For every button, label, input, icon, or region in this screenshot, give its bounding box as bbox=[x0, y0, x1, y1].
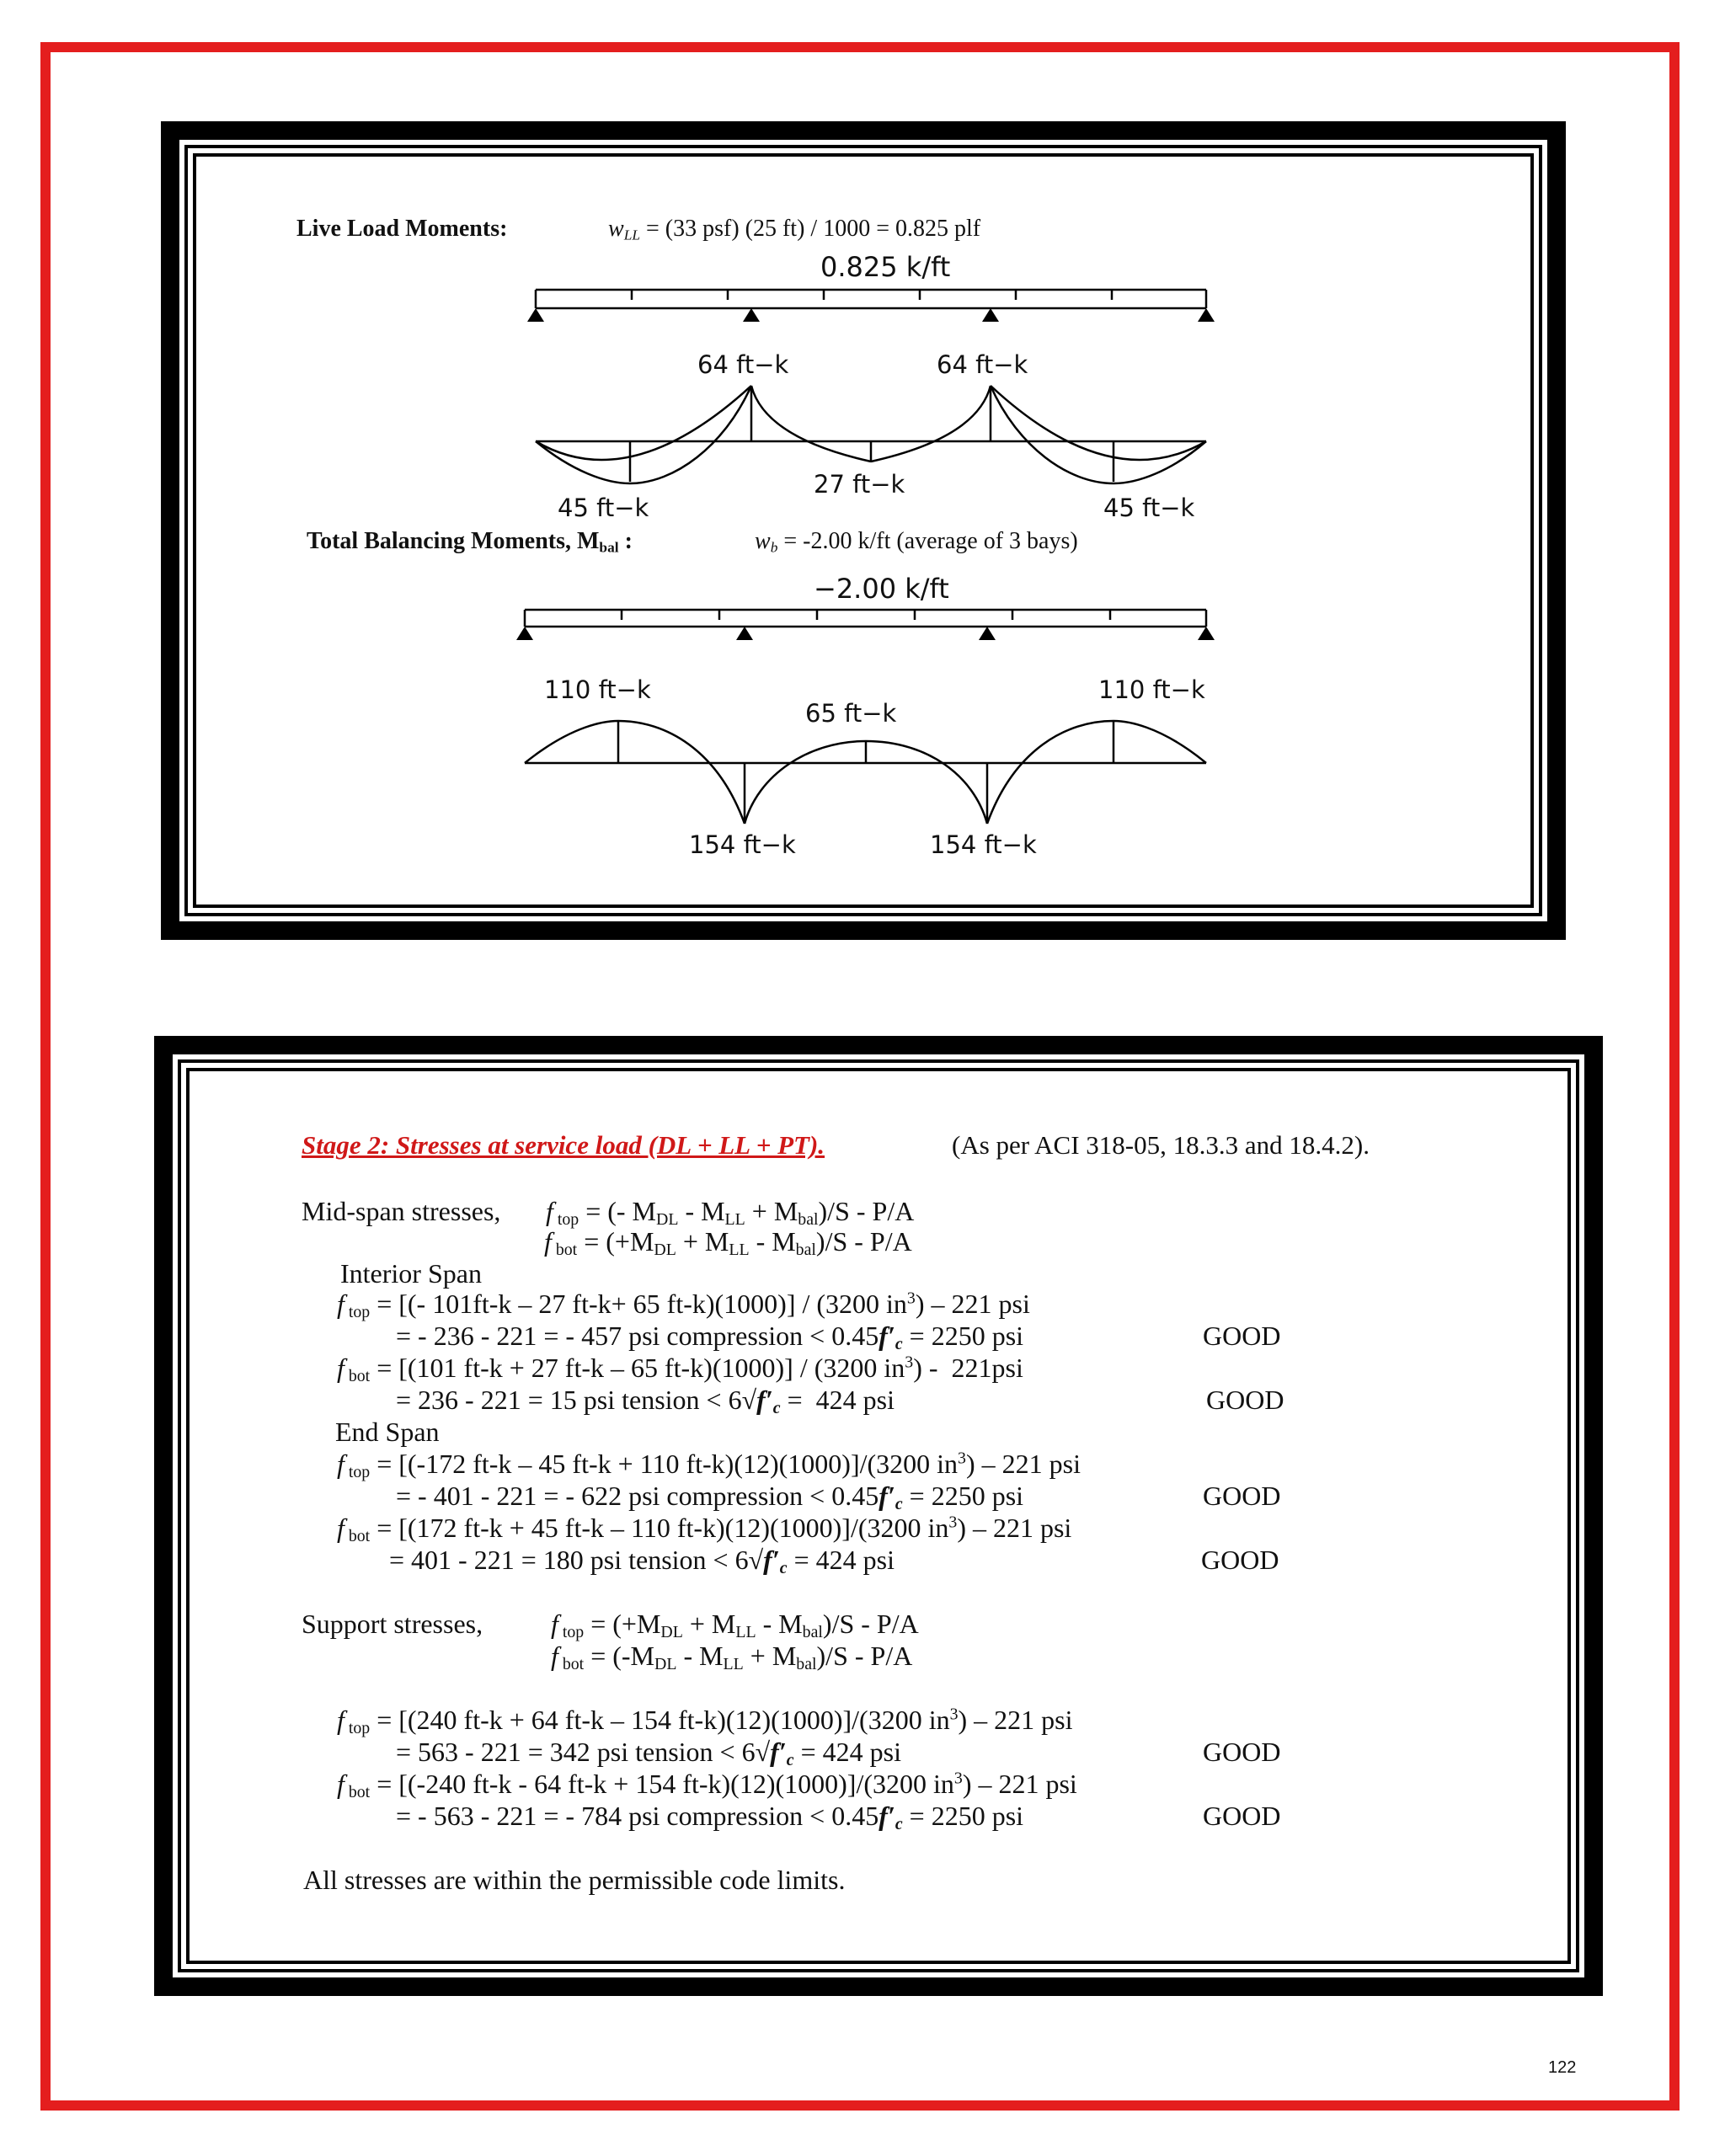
ll-moment-support-2: 64 ft−k bbox=[937, 350, 1028, 379]
sup-fbot-line2: = - 563 - 221 = - 784 psi compression < $0.45f'_c = 2250$ psi bbox=[396, 1801, 1024, 1833]
bal-moment-support-1: 154 ft−k bbox=[689, 830, 796, 859]
good-4: GOOD bbox=[1201, 1545, 1279, 1575]
int-ftop-line2: = - 236 - 221 = - 457 psi compression < $0.45f'_c = 2250$ psi bbox=[396, 1321, 1024, 1353]
midspan-ftop: f $_{top}$ = (- $M_{DL} - M_{LL} + M_{bal})/S - P/A$ bbox=[546, 1196, 915, 1229]
stage2-reference: (As per ACI 318-05, 18.3.3 and 18.4.2). bbox=[952, 1130, 1370, 1160]
ll-moment-mid: 27 ft−k bbox=[814, 470, 905, 499]
end-span-heading: End Span bbox=[335, 1417, 440, 1447]
ll-moment-support-1: 64 ft−k bbox=[697, 350, 789, 379]
good-3: GOOD bbox=[1203, 1481, 1281, 1511]
bal-supports bbox=[516, 627, 1215, 640]
support-label: Support stresses, bbox=[302, 1609, 483, 1639]
good-1: GOOD bbox=[1203, 1321, 1281, 1351]
live-load-label: Live Load Moments: bbox=[296, 216, 508, 242]
end-ftop-line2: = - 401 - 221 = - 622 psi compression < $0.45f'_c = 2250$ psi bbox=[396, 1481, 1024, 1513]
live-load-value: 0.825 k/ft bbox=[820, 251, 951, 283]
int-fbot-line1: f $_{bot}$ = [(101 ft-k + 27 ft-k – 65 ft-k)(1000)] / (3200 $in^3) - 221psi$ bbox=[337, 1353, 1023, 1385]
stage2-heading: Stage 2: Stresses at service load (DL + LL + PT). bbox=[302, 1130, 825, 1160]
support-fbot: f $_{bot} = (-M_{DL} - M_{LL} + M_{bal})/S - P/A$ bbox=[551, 1641, 913, 1673]
good-5: GOOD bbox=[1203, 1737, 1281, 1767]
int-fbot-line2: = 236 - 221 = 15 psi tension < $6√f'_c = 424$ psi bbox=[396, 1385, 895, 1417]
conclusion: All stresses are within the permissible code limits. bbox=[303, 1865, 846, 1895]
bal-moment-mid: 65 ft−k bbox=[805, 699, 897, 728]
midspan-fbot: f $_{bot} = (+M_{DL} + M_{LL} - M_{bal})/S - P/A$ bbox=[544, 1226, 912, 1259]
ll-moment-end-right: 45 ft−k bbox=[1103, 494, 1195, 522]
good-6: GOOD bbox=[1203, 1801, 1281, 1831]
interior-span-heading: Interior Span bbox=[340, 1258, 482, 1289]
balancing-formula: $w_b = -2.00$ k/ft (average of 3 bays) bbox=[755, 528, 1078, 556]
midspan-label: Mid-span stresses, bbox=[302, 1196, 501, 1226]
good-2: GOOD bbox=[1206, 1385, 1284, 1415]
sup-ftop-line1: f $_{top}$ = [(240 ft-k + 64 ft-k – 154 ft-k)(12)(1000)]/(3200 $in^3) - 221$ psi bbox=[337, 1705, 1073, 1737]
ll-supports bbox=[527, 308, 1215, 322]
live-load-formula: $w_{LL} = (33$ psf) (25 ft) / 1000 = 0.825 plf bbox=[608, 216, 981, 243]
bal-moment-support-2: 154 ft−k bbox=[930, 830, 1037, 859]
balancing-load-value: −2.00 k/ft bbox=[814, 573, 949, 605]
end-ftop-line1: f $_{top}$ = [(-172 ft-k – 45 ft-k + 110 ft-k)(12)(1000)]/(3200 $in^3) - 221$ psi bbox=[337, 1449, 1081, 1481]
support-ftop: f $_{top} = (+M_{DL} + M_{LL} - M_{bal})/S - P/A$ bbox=[551, 1609, 919, 1641]
end-fbot-line1: f $_{bot}$ = [(172 ft-k + 45 ft-k – 110 ft-k)(12)(1000)]/(3200 $in^3) - 221$ psi bbox=[337, 1513, 1072, 1545]
ll-moment-end-left: 45 ft−k bbox=[558, 494, 649, 522]
sup-fbot-line1: f $_{bot}$ = [(-240 ft-k - 64 ft-k + 154 ft-k)(12)(1000)]/(3200 $in^3) - 221$ psi bbox=[337, 1769, 1077, 1801]
end-fbot-line2: = 401 - 221 = 180 psi tension < $6√f'_c = 424$ psi bbox=[389, 1545, 895, 1577]
bal-moment-end-right: 110 ft−k bbox=[1098, 675, 1205, 704]
balancing-label: Total Balancing Moments, $M_{bal}$ : bbox=[307, 528, 633, 556]
int-ftop-line1: f $_{top}$ = [(- 101ft-k – 27 ft-k+ 65 ft-k)(1000)] / (3200 $in^3) - 221$ psi bbox=[337, 1289, 1030, 1321]
sup-ftop-line2: = 563 - 221 = 342 psi tension < $6√f'_c = 424$ psi bbox=[396, 1737, 901, 1769]
bal-moment-end-left: 110 ft−k bbox=[544, 675, 651, 704]
page-number: 122 bbox=[1548, 2058, 1577, 2077]
